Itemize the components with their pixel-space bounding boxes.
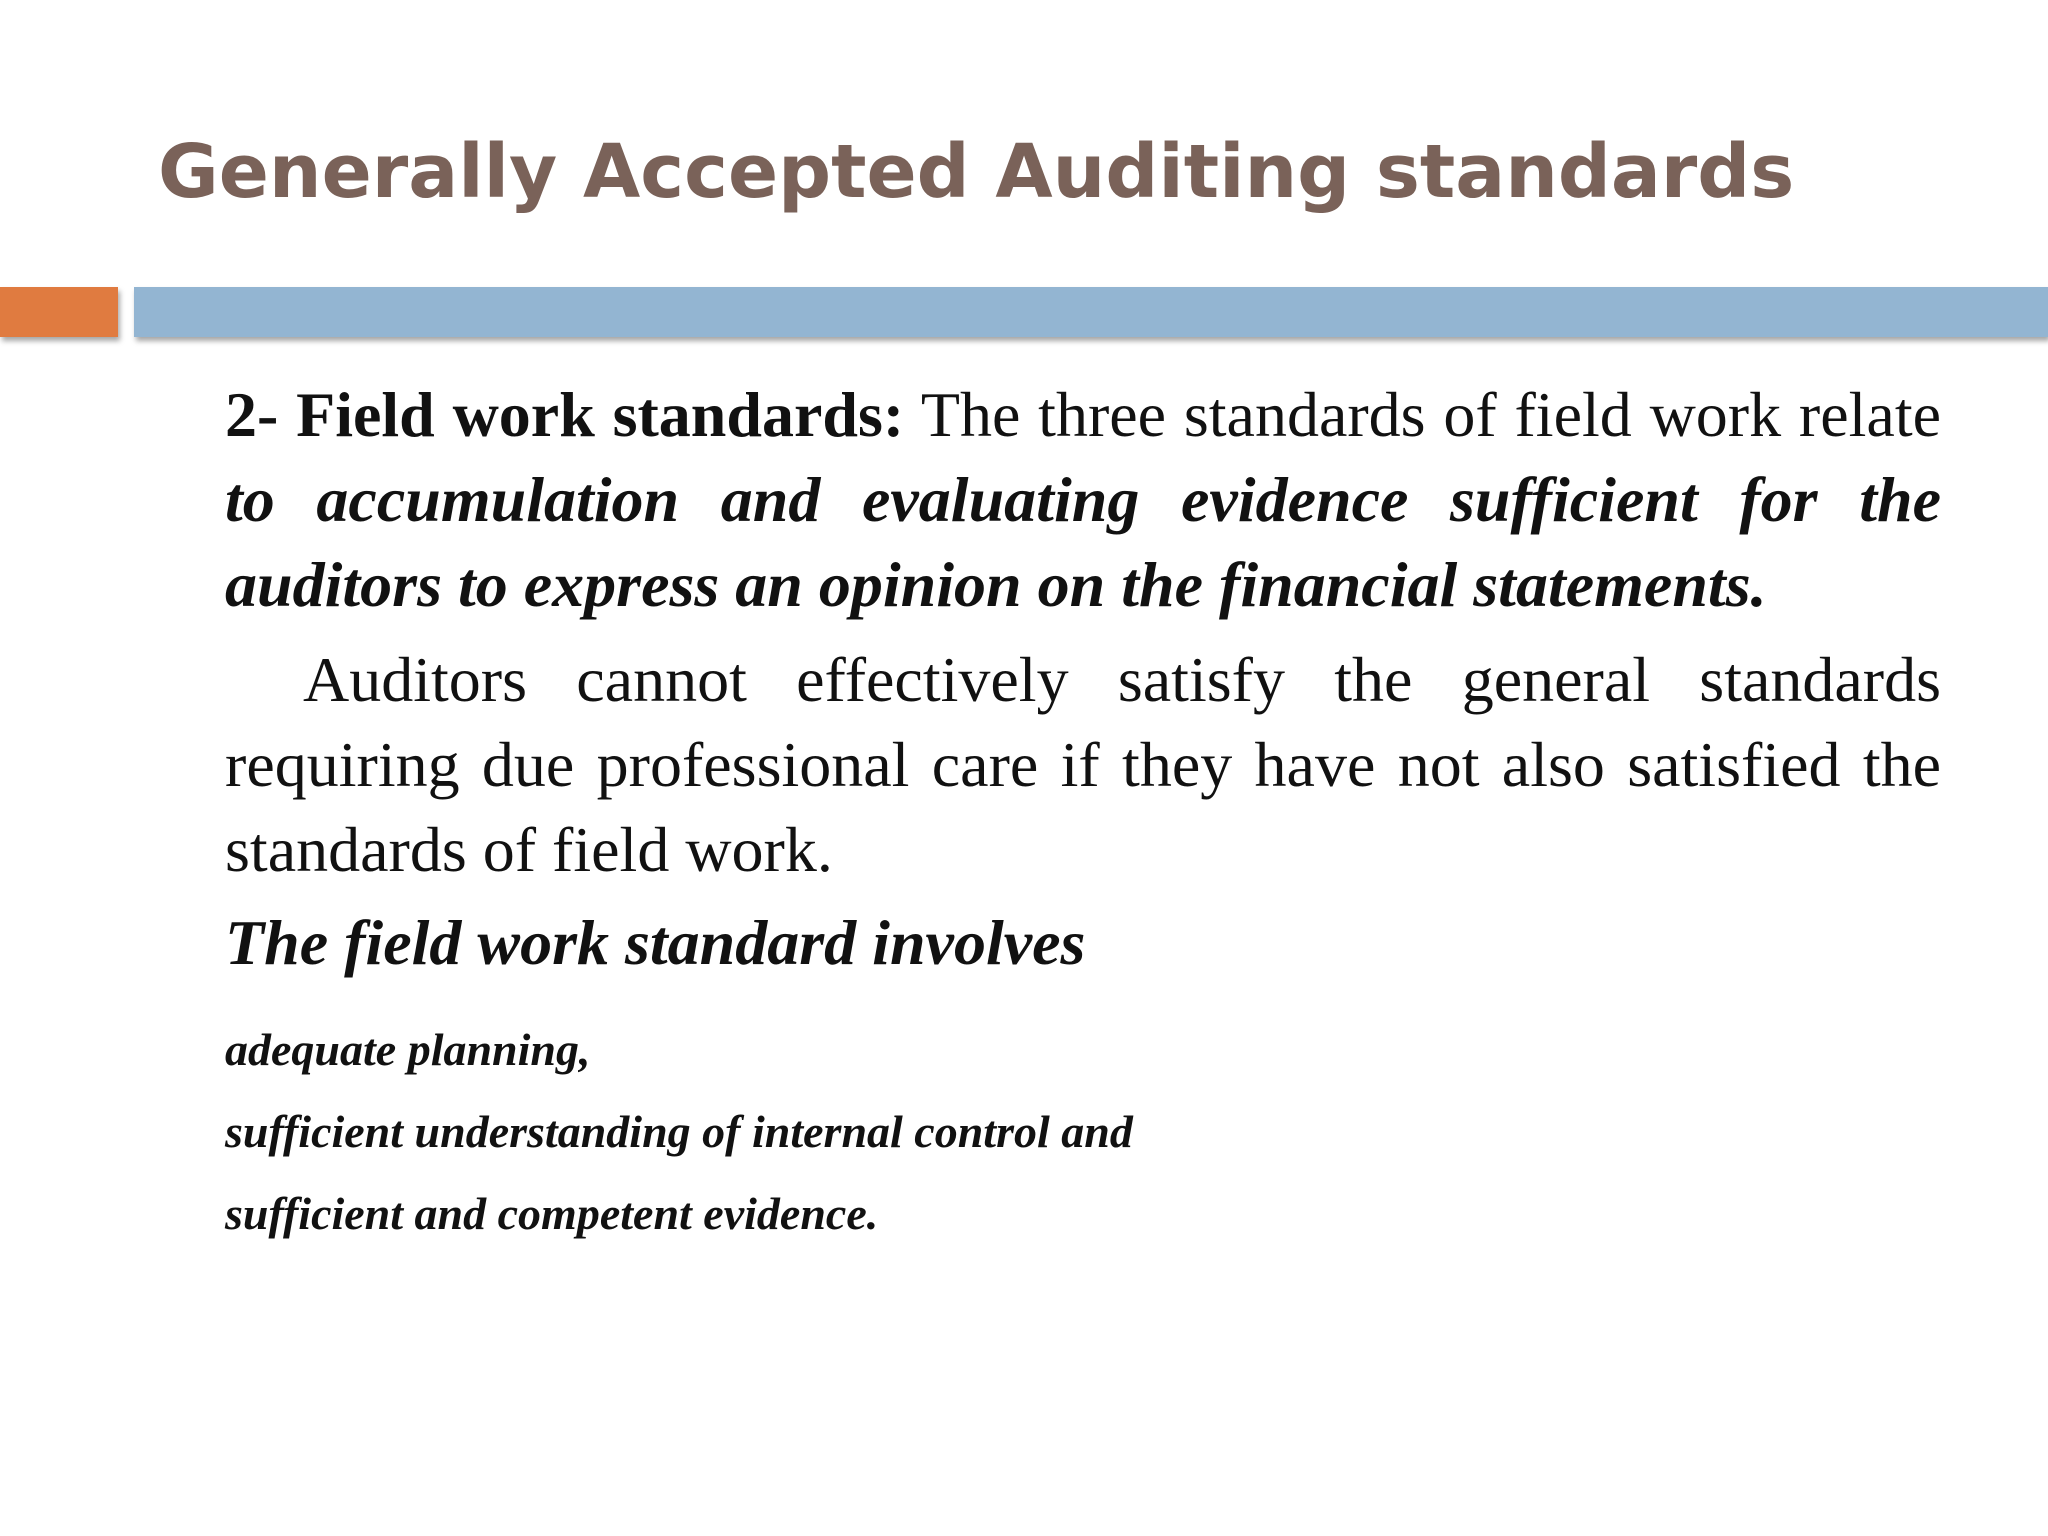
list-item: sufficient and competent evidence. <box>225 1188 879 1239</box>
involves-heading: The field work standard involves <box>225 907 1086 978</box>
involves-list <box>225 1009 1941 1255</box>
field-work-text: The three standards of field work relate <box>904 379 1942 450</box>
slide-title: Generally Accepted Auditing standards <box>158 129 1795 215</box>
slide-body <box>225 372 1941 1255</box>
field-work-label: 2- Field work standards: <box>225 379 905 450</box>
auditors-paragraph: Auditors cannot effectively satisfy the general standards requiring due professional care if they have not also satisfied the standards of field work. <box>225 644 1941 885</box>
field-work-paragraph <box>225 372 1941 627</box>
list-item: sufficient understanding of internal control and <box>225 1106 1133 1157</box>
list-item: adequate planning, <box>225 1024 591 1075</box>
accent-bar-orange <box>0 287 118 337</box>
accent-bar-blue <box>134 287 2048 337</box>
field-work-emphasis: to accumulation and evaluating evidence sufficient for the auditors to express an opinion on the financial statements. <box>225 464 1941 620</box>
